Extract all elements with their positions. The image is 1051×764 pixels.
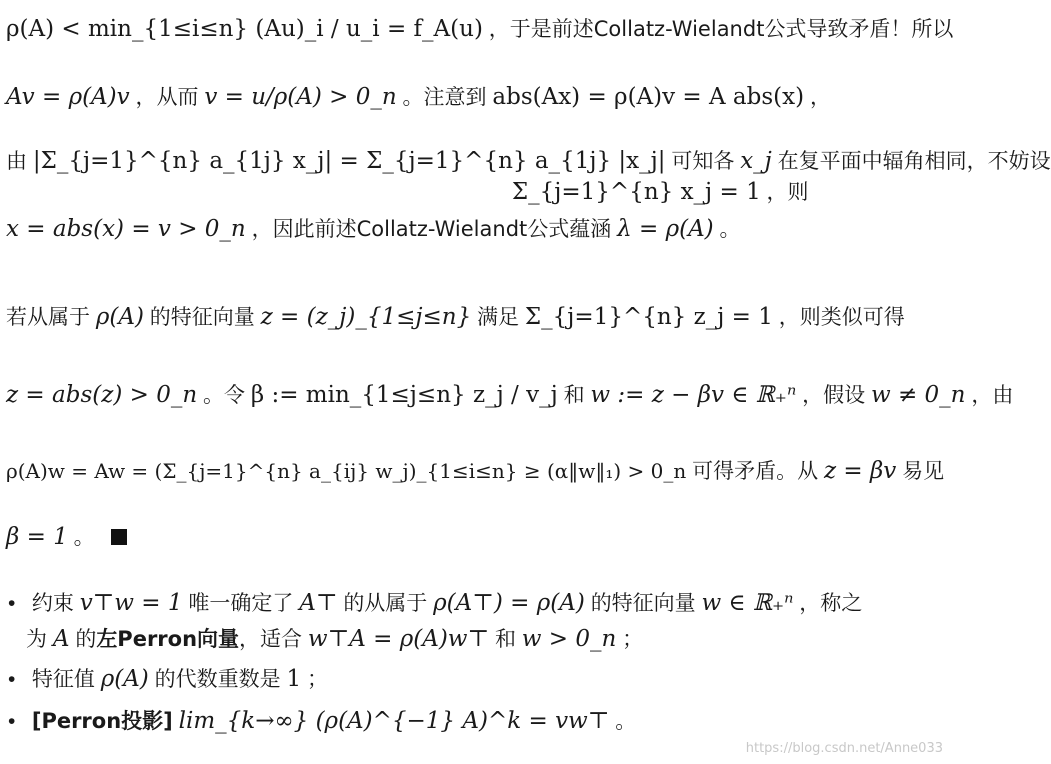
text-span: 在复平面中辐角相同，不妨设 (777, 149, 1051, 173)
math-inline: ρ(A) < min_{1≤i≤n} (Au)_i / u_i = f_A(u) (6, 16, 483, 42)
text-span: 易见 (902, 459, 945, 483)
text-span: 约束 (31, 591, 74, 615)
math-inline: lim_{k→∞} (ρ(A)^{−1} A)^k = vw⊤ (178, 708, 610, 734)
text-span: 的代数重数是 (154, 667, 281, 691)
math-inline: w⊤A = ρ(A)w⊤ (307, 626, 490, 652)
bullet-item-3 (8, 706, 636, 737)
bullet-item-1 (8, 588, 862, 619)
math-inline: v⊤w = 1 (79, 590, 183, 616)
text-span: 可得矛盾。从 (692, 459, 819, 483)
bullet-item-2 (8, 664, 328, 695)
text-span: ，因此前述Collatz-Wielandt公式蕴涵 (251, 217, 612, 241)
math-inline: Av = ρ(A)v (6, 84, 130, 110)
text-span: ，则类似可得 (778, 305, 905, 329)
text-span: 和 (563, 383, 585, 407)
math-inline: ρ(A) (95, 304, 144, 330)
p1-line1 (6, 14, 953, 45)
text-span: 特征值 (31, 667, 95, 691)
text-span: ； (622, 627, 644, 651)
text-span: 的特征向量 (590, 591, 696, 615)
text-span: ，称之 (799, 591, 863, 615)
math-inline: ρ(A)w = Aw = (Σ_{j=1}^{n} a_{ij} w_j)_{1≤i≤n} ≥ (α‖w‖₁) > 0_n (6, 459, 687, 483)
math-inline: z = βv (823, 458, 897, 484)
text-span: ； (306, 667, 328, 691)
math-inline: A⊤ (299, 590, 338, 616)
text-span: 。 (615, 709, 637, 733)
bullet-dot-icon: • (8, 710, 16, 733)
math-inline: abs(Ax) = ρ(A)v = A abs(x) (492, 84, 805, 110)
math-inline: β := min_{1≤j≤n} z_j / v_j (250, 382, 558, 408)
text-span: ， (809, 85, 831, 109)
bullet-item-1-cont (26, 624, 643, 655)
math-inline: λ = ρ(A) (617, 216, 714, 242)
text-span: ，适合 (239, 627, 303, 651)
text-span: 满足 (477, 305, 520, 329)
text-span: 若从属于 (6, 305, 90, 329)
math-inline: x = abs(x) = v > 0_n (6, 216, 246, 242)
math-inline: |Σ_{j=1}^{n} a_{1j} x_j| = Σ_{j=1}^{n} a_{1j} |x_j| (32, 148, 666, 174)
text-span: ，从而 (135, 85, 199, 109)
math-inline: v = u/ρ(A) > 0_n (204, 84, 397, 110)
text-span: 由 (6, 149, 27, 173)
text-span: 。注意到 (402, 85, 487, 109)
math-inline: ρ(A⊤) = ρ(A) (433, 590, 585, 616)
math-inline: Σ_{j=1}^{n} x_j = 1 (511, 179, 761, 205)
p2-line4 (6, 522, 127, 553)
math-inline: x_j (740, 148, 772, 174)
p2-line3 (6, 456, 944, 487)
p2-line2 (6, 380, 1013, 411)
text-span: 为 (26, 627, 47, 651)
watermark: https://blog.csdn.net/Anne033 (745, 741, 943, 756)
p1-line2 (6, 82, 831, 113)
bold-term: [Perron投影] (31, 709, 173, 733)
math-inline: w ≠ 0_n (870, 382, 966, 408)
math-inline: β = 1 (6, 524, 68, 550)
math-inline: 1 (286, 666, 302, 692)
math-inline: w := z − βv ∈ ℝ₊ⁿ (590, 382, 797, 408)
p1-line4 (6, 214, 741, 245)
math-inline: w > 0_n (521, 626, 617, 652)
bullet-dot-icon: • (8, 592, 16, 615)
qed-square-icon (111, 529, 127, 545)
text-span: 。 (73, 525, 95, 549)
math-inline: w ∈ ℝ₊ⁿ (701, 590, 794, 616)
p1-line3 (6, 146, 1051, 208)
math-inline: Σ_{j=1}^{n} z_j = 1 (524, 304, 773, 330)
text-span: 唯一确定了 (188, 591, 294, 615)
text-span: 。 (719, 217, 741, 241)
bullet-dot-icon: • (8, 668, 16, 691)
text-span: 和 (494, 627, 516, 651)
bold-term: 左Perron向量 (96, 627, 240, 651)
p2-line1 (6, 302, 905, 333)
text-span: 的特征向量 (149, 305, 255, 329)
text-span: 可知各 (671, 149, 735, 173)
text-span: 。令 (203, 383, 245, 407)
math-inline: z = abs(z) > 0_n (6, 382, 198, 408)
math-inline: ρ(A) (100, 666, 149, 692)
text-span: ，则 (766, 180, 809, 204)
text-span: ，假设 (802, 383, 866, 407)
text-span: 的 (75, 627, 97, 651)
math-inline: A (52, 626, 70, 652)
text-span: ，由 (971, 383, 1014, 407)
text-span: ，于是前述Collatz-Wielandt公式导致矛盾！所以 (488, 17, 954, 41)
text-span: 的从属于 (343, 591, 428, 615)
math-inline: z = (z_j)_{1≤j≤n} (260, 304, 472, 330)
